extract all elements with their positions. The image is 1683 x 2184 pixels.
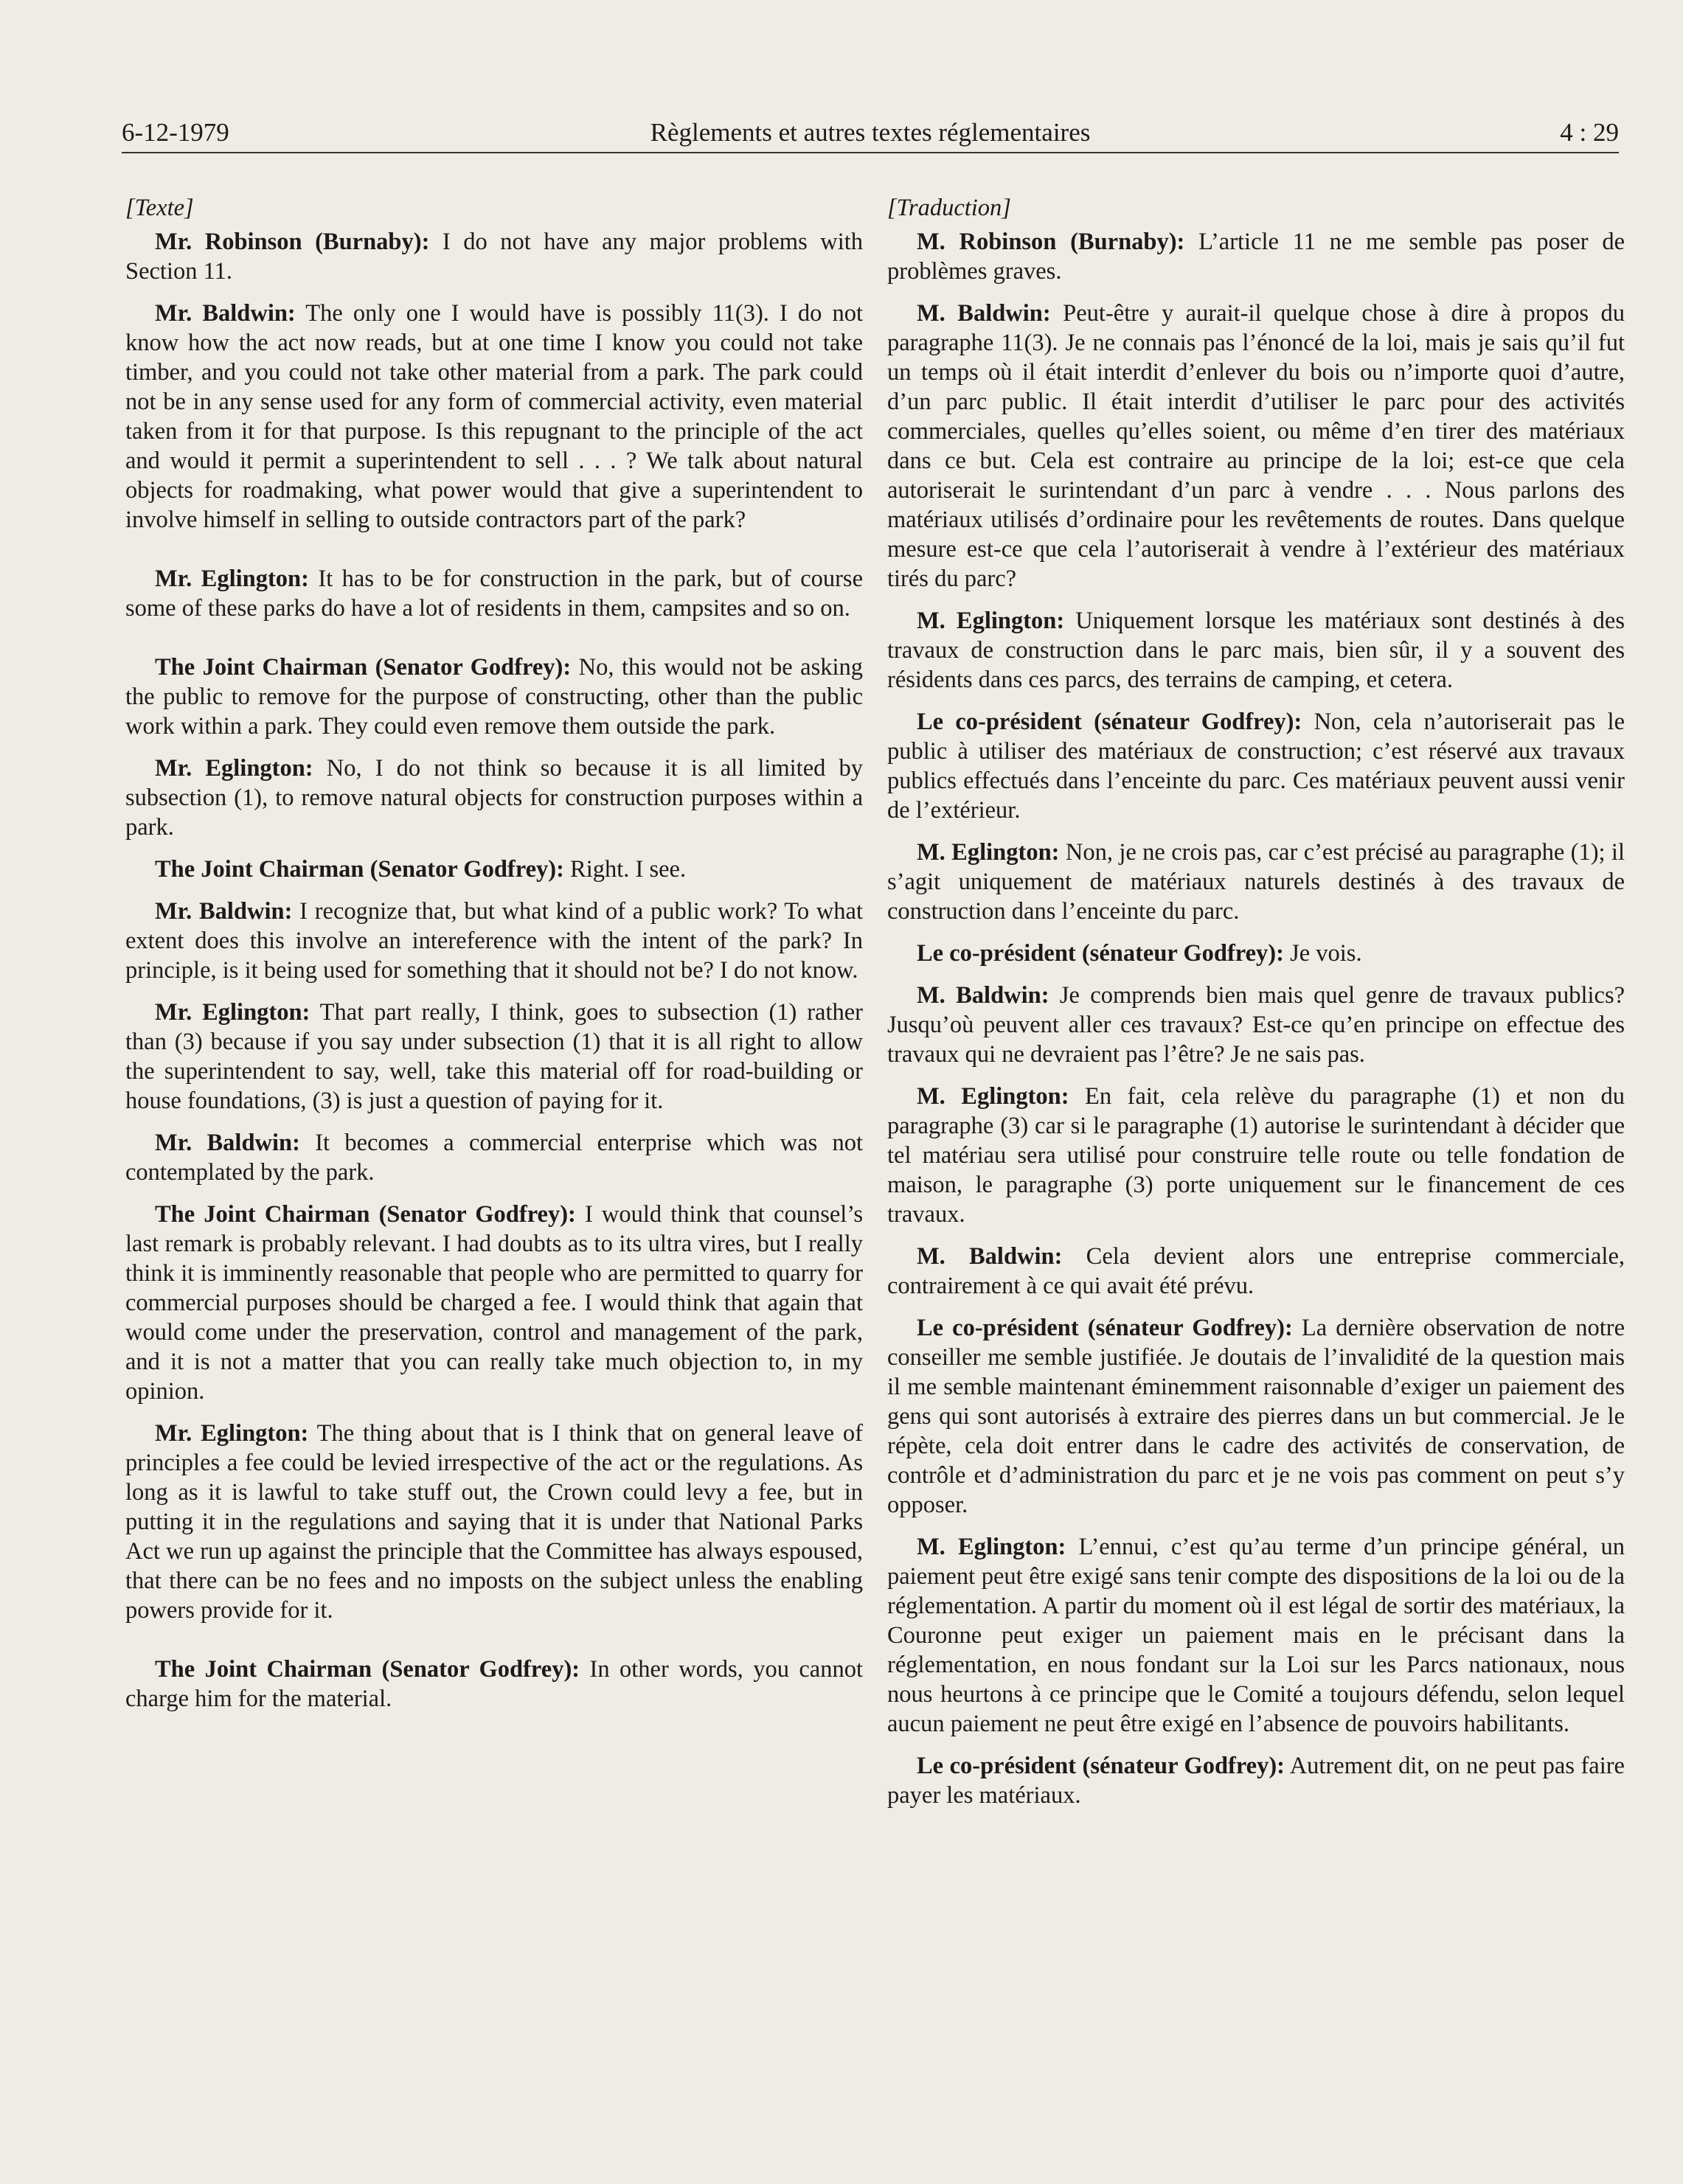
- paragraph: [125, 564, 863, 623]
- speaker-name: Le co-président (sénateur Godfrey):: [917, 709, 1302, 735]
- speaker-name: The Joint Chairman (Senator Godfrey):: [155, 654, 572, 681]
- speaker-name: The Joint Chairman (Senator Godfrey):: [155, 1656, 580, 1683]
- speaker-name: M. Eglington:: [917, 608, 1065, 634]
- column-label: [Traduction]: [887, 195, 1011, 221]
- speaker-name: Mr. Eglington:: [155, 999, 310, 1026]
- speech-text: No, this would not be asking the public to remove for the purpose of constructing, other than the public work within a park. They could even remove them outside the park.: [125, 654, 864, 740]
- speaker-name: M. Eglington:: [917, 1083, 1069, 1110]
- paragraph: [125, 653, 863, 741]
- speech-text: I would think that counsel’s last remark is probably relevant. I had doubts as to its ultra vires, but I really think it is imminently reasonable that people who are permitted to quarry for commercial purposes should be charged a fee. I would think that again that would come under the preservation, control and management of the park, and it is not a matter that you can really take much objection to, in my opinion.: [125, 1201, 864, 1405]
- french-column: [887, 193, 1625, 1823]
- paragraph: [887, 707, 1625, 825]
- speech-text: It has to be for construction in the park, but of course some of these parks do have a lot of residents in them, campsites and so on.: [125, 566, 864, 622]
- speaker-name: Mr. Robinson (Burnaby):: [155, 229, 430, 255]
- header-page-number: 4 : 29: [1560, 118, 1619, 147]
- speaker-name: Mr. Eglington:: [155, 755, 313, 782]
- speaker-name: Mr. Baldwin:: [155, 1130, 300, 1156]
- speaker-name: M. Robinson (Burnaby):: [917, 229, 1185, 255]
- speech-text: That part really, I think, goes to subsection (1) rather than (3) because if you say under subsection (1) that it is all right to allow the superintendent to say, well, take this material off for road-building or house foundations, (3) is just a question of paying for it.: [125, 999, 863, 1114]
- speaker-name: Mr. Eglington:: [155, 566, 309, 592]
- header-date: 6-12-1979: [122, 118, 229, 147]
- paragraph: [125, 1655, 863, 1714]
- speech-text: En fait, cela relève du paragraphe (1) et non du paragraphe (3) car si le paragraphe (1) autorise le surintendant à décider que tel matériau sera utilisé pour construire telle route ou telle fondation de maison, le paragraphe (3) porte uniquement sur le financement de ces travaux.: [887, 1083, 1625, 1228]
- speech-text: Peut-être y aurait-il quelque chose à dire à propos du paragraphe 11(3). Je ne connais pas l’énoncé de la loi, mais je sais qu’il fut un temps où il était interdit d’enlever du bois ou n’importe quoi d’autre, d’un parc public. Il était interdit d’utiliser le parc pour des activités commerciales, quelles qu’elles soient, ou même d’en tirer des matériaux dans ce but. Cela est contraire au principe de la loi; est-ce que cela autoriserait le surintendant d’un parc à vendre . . . Nous parlons des matériaux utilisés d’ordinaire pour les revêtements de routes. Dans quelque mesure est-ce que cela l’autoriserait à vendre à l’extérieur des matériaux tirés du parc?: [887, 300, 1625, 592]
- paragraph: [887, 1532, 1625, 1739]
- speech-text: Right. I see.: [570, 856, 687, 883]
- paragraph: [887, 299, 1625, 594]
- paragraph: [125, 754, 863, 842]
- speaker-name: Le co-président (sénateur Godfrey):: [917, 1315, 1293, 1341]
- speech-text: I do not have any major problems with Section 11.: [125, 229, 864, 285]
- paragraph: [887, 606, 1625, 695]
- paragraph: [887, 838, 1625, 926]
- speaker-name: Le co-président (sénateur Godfrey):: [917, 1753, 1285, 1779]
- speaker-name: M. Baldwin:: [917, 982, 1049, 1009]
- column-label: [Texte]: [125, 195, 194, 221]
- speaker-name: Mr. Baldwin:: [155, 898, 293, 925]
- page-header: [122, 111, 1619, 153]
- speaker-name: The Joint Chairman (Senator Godfrey):: [155, 856, 564, 883]
- speech-text: Autrement dit, on ne peut pas faire payer les matériaux.: [887, 1753, 1625, 1809]
- paragraph: [125, 855, 863, 884]
- paragraph: [125, 998, 863, 1116]
- paragraph: [887, 1082, 1625, 1229]
- speaker-name: M. Eglington:: [917, 839, 1060, 866]
- speech-text: Je vois.: [1290, 940, 1362, 967]
- speaker-name: M. Baldwin:: [917, 1243, 1063, 1270]
- speaker-name: Mr. Baldwin:: [155, 300, 296, 327]
- speech-text: The thing about that is I think that on general leave of principles a fee could be levied irrespective of the act or the regulations. As long as it is lawful to take stuff out, the Crown could levy a fee, but in putting it in the regulations and saying that it is under that National Parks Act we run up against the principle that the Committee has always espoused, that there can be no fees and no imposts on the subject unless the enabling powers provide for it.: [125, 1420, 863, 1624]
- speech-text: La dernière observation de notre conseiller me semble justifiée. Je doutais de l’invalidité de la question mais il me semble maintenant éminemment raisonnable d’exiger un paiement des gens qui sont autorisés à extraire des pierres dans un but commercial. Je le répète, cela doit entrer dans le cadre des activités de conservation, de contrôle et d’administration du parc et je ne vois pas comment on peut s’y opposer.: [887, 1315, 1625, 1518]
- paragraph: [887, 1751, 1625, 1810]
- speech-text: Uniquement lorsque les matériaux sont destinés à des travaux de construction dans le parc mais, bien sûr, il y a souvent des résidents dans ces parcs, des terrains de camping, et cetera.: [887, 608, 1625, 693]
- speech-text: Non, cela n’autoriserait pas le public à utiliser des matériaux de construction; c’est réservé aux travaux publics effectués dans l’enceinte du parc. Ces matériaux peuvent aussi venir de l’extérieur.: [887, 709, 1625, 824]
- speaker-name: M. Baldwin:: [917, 300, 1051, 327]
- paragraph: [887, 1242, 1625, 1301]
- paragraph: [125, 1419, 863, 1625]
- paragraph: [125, 299, 863, 535]
- speech-text: No, I do not think so because it is all limited by subsection (1), to remove natural objects for construction purposes within a park.: [125, 755, 863, 841]
- speaker-name: Mr. Eglington:: [155, 1420, 309, 1447]
- paragraph: [125, 227, 863, 286]
- paragraph: [887, 939, 1625, 968]
- speech-text: The only one I would have is possibly 11(3). I do not know how the act now reads, but at one time I know you could not take timber, and you could not take other material from a park. The park could not be in any sense used for any form of commercial activity, even material taken from it for that purpose. Is this repugnant to the principle of the act and would it permit a superintendent to sell . . . ? We talk about natural objects for roadmaking, what power would that give a superintendent to involve himself in selling to outside contractors part of the park?: [125, 300, 864, 533]
- speech-text: It becomes a commercial enterprise which was not contemplated by the park.: [125, 1130, 864, 1186]
- paragraph: [125, 1200, 863, 1406]
- speech-text: I recognize that, but what kind of a public work? To what extent does this involve an intereference with the intent of the park? In principle, is it being used for something that it should not be? I do not know.: [125, 898, 864, 984]
- speech-text: L’article 11 ne me semble pas poser de problèmes graves.: [887, 229, 1625, 285]
- paragraph: [125, 897, 863, 985]
- english-column: [125, 193, 863, 1726]
- speech-text: In other words, you cannot charge him for the material.: [125, 1656, 863, 1712]
- paragraph: [887, 1313, 1625, 1520]
- paragraph: [125, 1128, 863, 1187]
- paragraph: [887, 981, 1625, 1069]
- speaker-name: Le co-président (sénateur Godfrey):: [917, 940, 1284, 967]
- speaker-name: The Joint Chairman (Senator Godfrey):: [155, 1201, 576, 1228]
- speech-text: Non, je ne crois pas, car c’est précisé au paragraphe (1); il s’agit uniquement de matériaux naturels destinés à des travaux de construction dans l’enceinte du parc.: [887, 839, 1625, 925]
- paragraph: [887, 227, 1625, 286]
- header-title: Règlements et autres textes réglementaires: [650, 118, 1091, 147]
- speech-text: L’ennui, c’est qu’au terme d’un principe général, un paiement peut être exigé sans tenir compte des dispositions de la loi ou de la réglementation. A partir du moment où il est légal de sortir des matériaux, la Couronne peut exiger un paiement mais en le précisant dans la réglementation, en nous fondant sur la Loi sur les Parcs nationaux, nous nous heurtons à ce principe que le Comité a toujours défendu, selon lequel aucun paiement ne peut être exigé en l’absence de pouvoirs habilitants.: [887, 1534, 1625, 1737]
- speaker-name: M. Eglington:: [917, 1534, 1066, 1560]
- speech-text: Je comprends bien mais quel genre de travaux publics? Jusqu’où peuvent aller ces travaux? Est-ce qu’en principe on effectue des travaux qui ne devraient pas l’être? Je ne sais pas.: [887, 982, 1625, 1068]
- speech-text: Cela devient alors une entreprise commerciale, contrairement à ce qui avait été prévu.: [887, 1243, 1625, 1299]
